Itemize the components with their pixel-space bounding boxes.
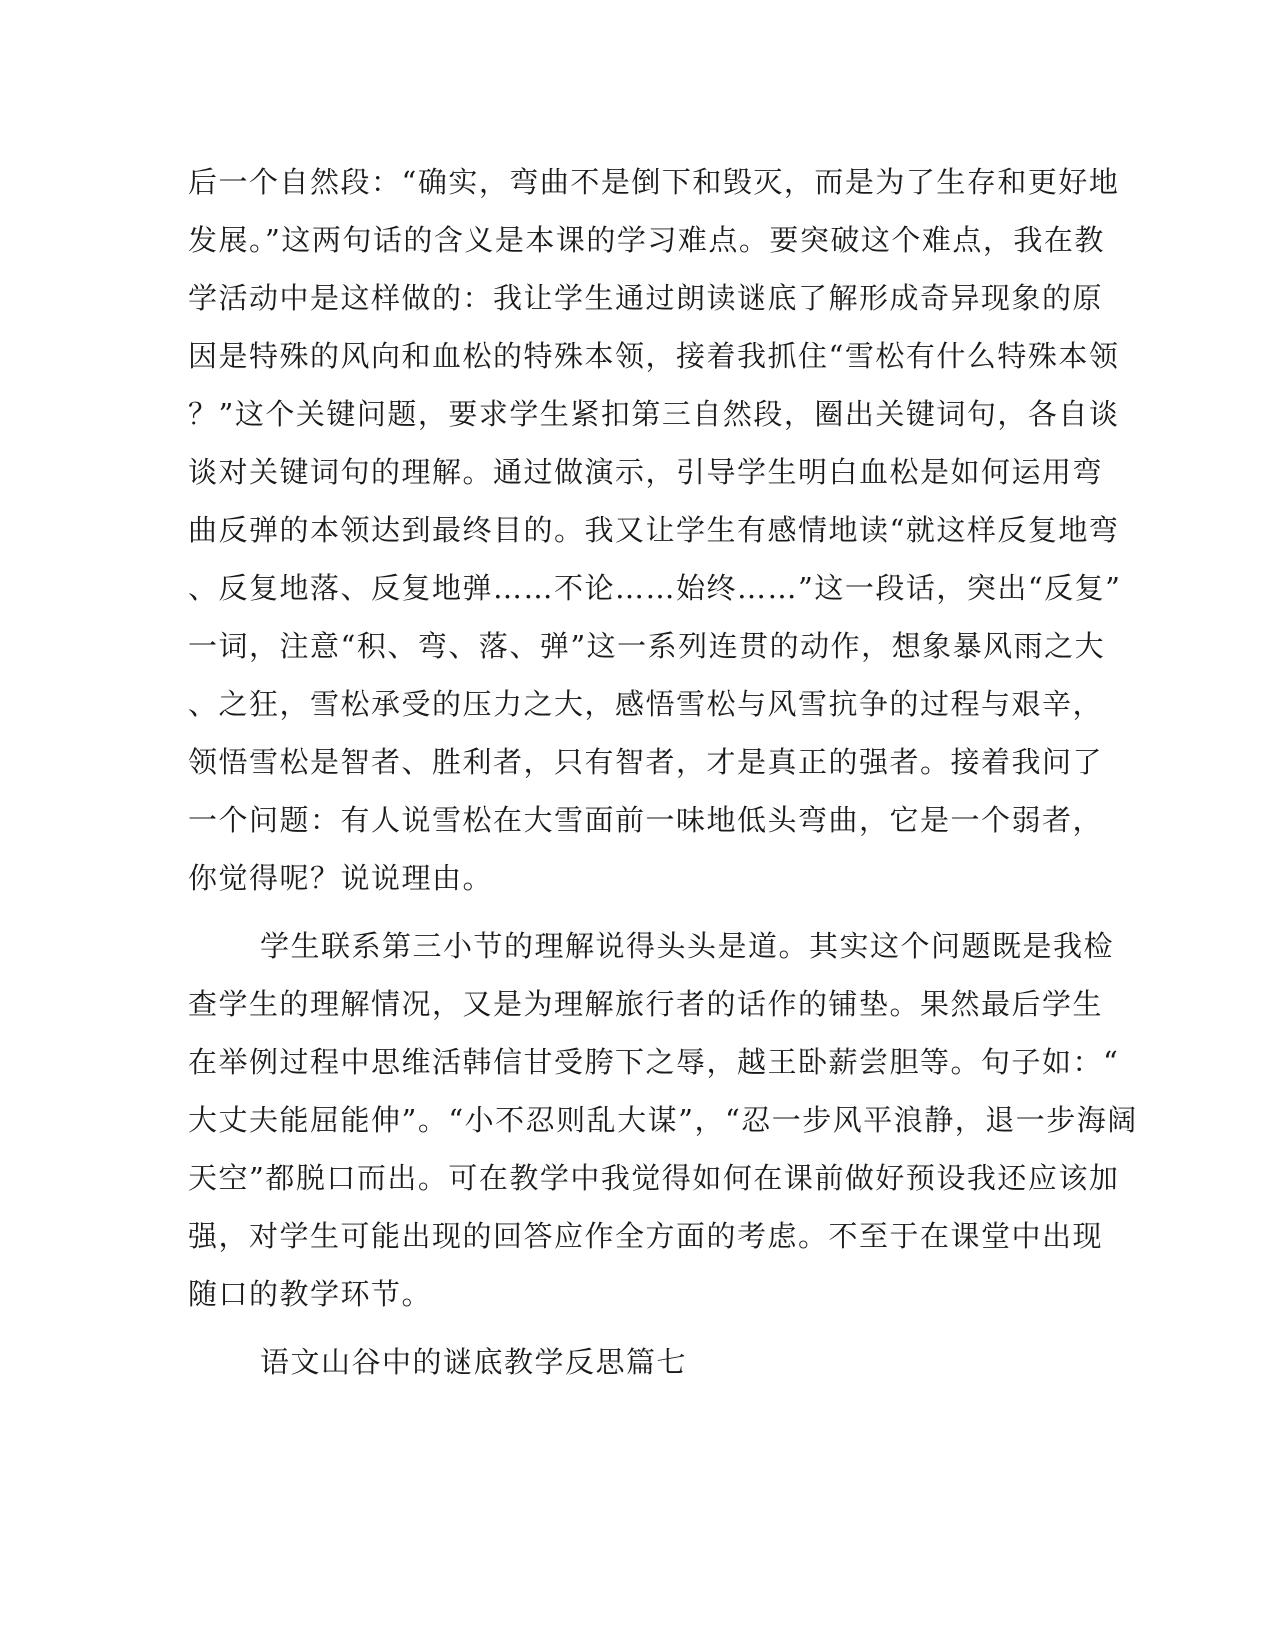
text-line: 后一个自然段：“确实，弯曲不是倒下和毁灭，而是为了生存和更好地 [188, 165, 1120, 199]
text-line: ？”这个关键问题，要求学生紧扣第三自然段，圈出关键词句，各自谈 [188, 397, 1120, 431]
text-line: 因是特殊的风向和血松的特殊本领，接着我抓住“雪松有什么特殊本领 [188, 339, 1120, 373]
text-line: 谈对关键词句的理解。通过做演示，引导学生明白血松是如何运用弯 [188, 455, 1104, 489]
text-line: 、反复地落、反复地弹……不论……始终……”这一段话，突出“反复” [188, 571, 1122, 605]
text-line: 天空”都脱口而出。可在教学中我觉得如何在课前做好预设我还应该加 [188, 1161, 1120, 1195]
text-line: 一个问题：有人说雪松在大雪面前一味地低头弯曲，它是一个弱者， [188, 803, 1104, 837]
text-line: 大丈夫能屈能伸”。“小不忍则乱大谋”，“忍一步风平浪静，退一步海阔 [188, 1103, 1138, 1137]
text-line: 查学生的理解情况，又是为理解旅行者的话作的铺垫。果然最后学生 [188, 987, 1104, 1021]
text-line: 领悟雪松是智者、胜利者，只有智者，才是真正的强者。接着我问了 [188, 745, 1104, 779]
text-line: 你觉得呢？说说理由。 [188, 861, 494, 895]
text-line: 一词，注意“积、弯、落、弹”这一系列连贯的动作，想象暴风雨之大 [188, 629, 1106, 663]
text-line: 发展。”这两句话的含义是本课的学习难点。要突破这个难点，我在教 [188, 223, 1105, 257]
text-line: 、之狂，雪松承受的压力之大，感悟雪松与风雪抗争的过程与艰辛， [188, 687, 1104, 721]
text-line: 强，对学生可能出现的回答应作全方面的考虑。不至于在课堂中出现 [188, 1219, 1104, 1253]
text-line: 曲反弹的本领达到最终目的。我又让学生有感情地读“就这样反复地弯 [188, 513, 1120, 547]
text-line: 学活动中是这样做的：我让学生通过朗读谜底了解形成奇异现象的原 [188, 281, 1104, 315]
section-heading: 语文山谷中的谜底教学反思篇七 [260, 1345, 688, 1379]
text-line: 学生联系第三小节的理解说得头头是道。其实这个问题既是我检 [260, 929, 1115, 963]
text-line: 随口的教学环节。 [188, 1277, 433, 1311]
text-line: 在举例过程中思维活韩信甘受胯下之辱，越王卧薪尝胆等。句子如：“ [188, 1045, 1120, 1079]
